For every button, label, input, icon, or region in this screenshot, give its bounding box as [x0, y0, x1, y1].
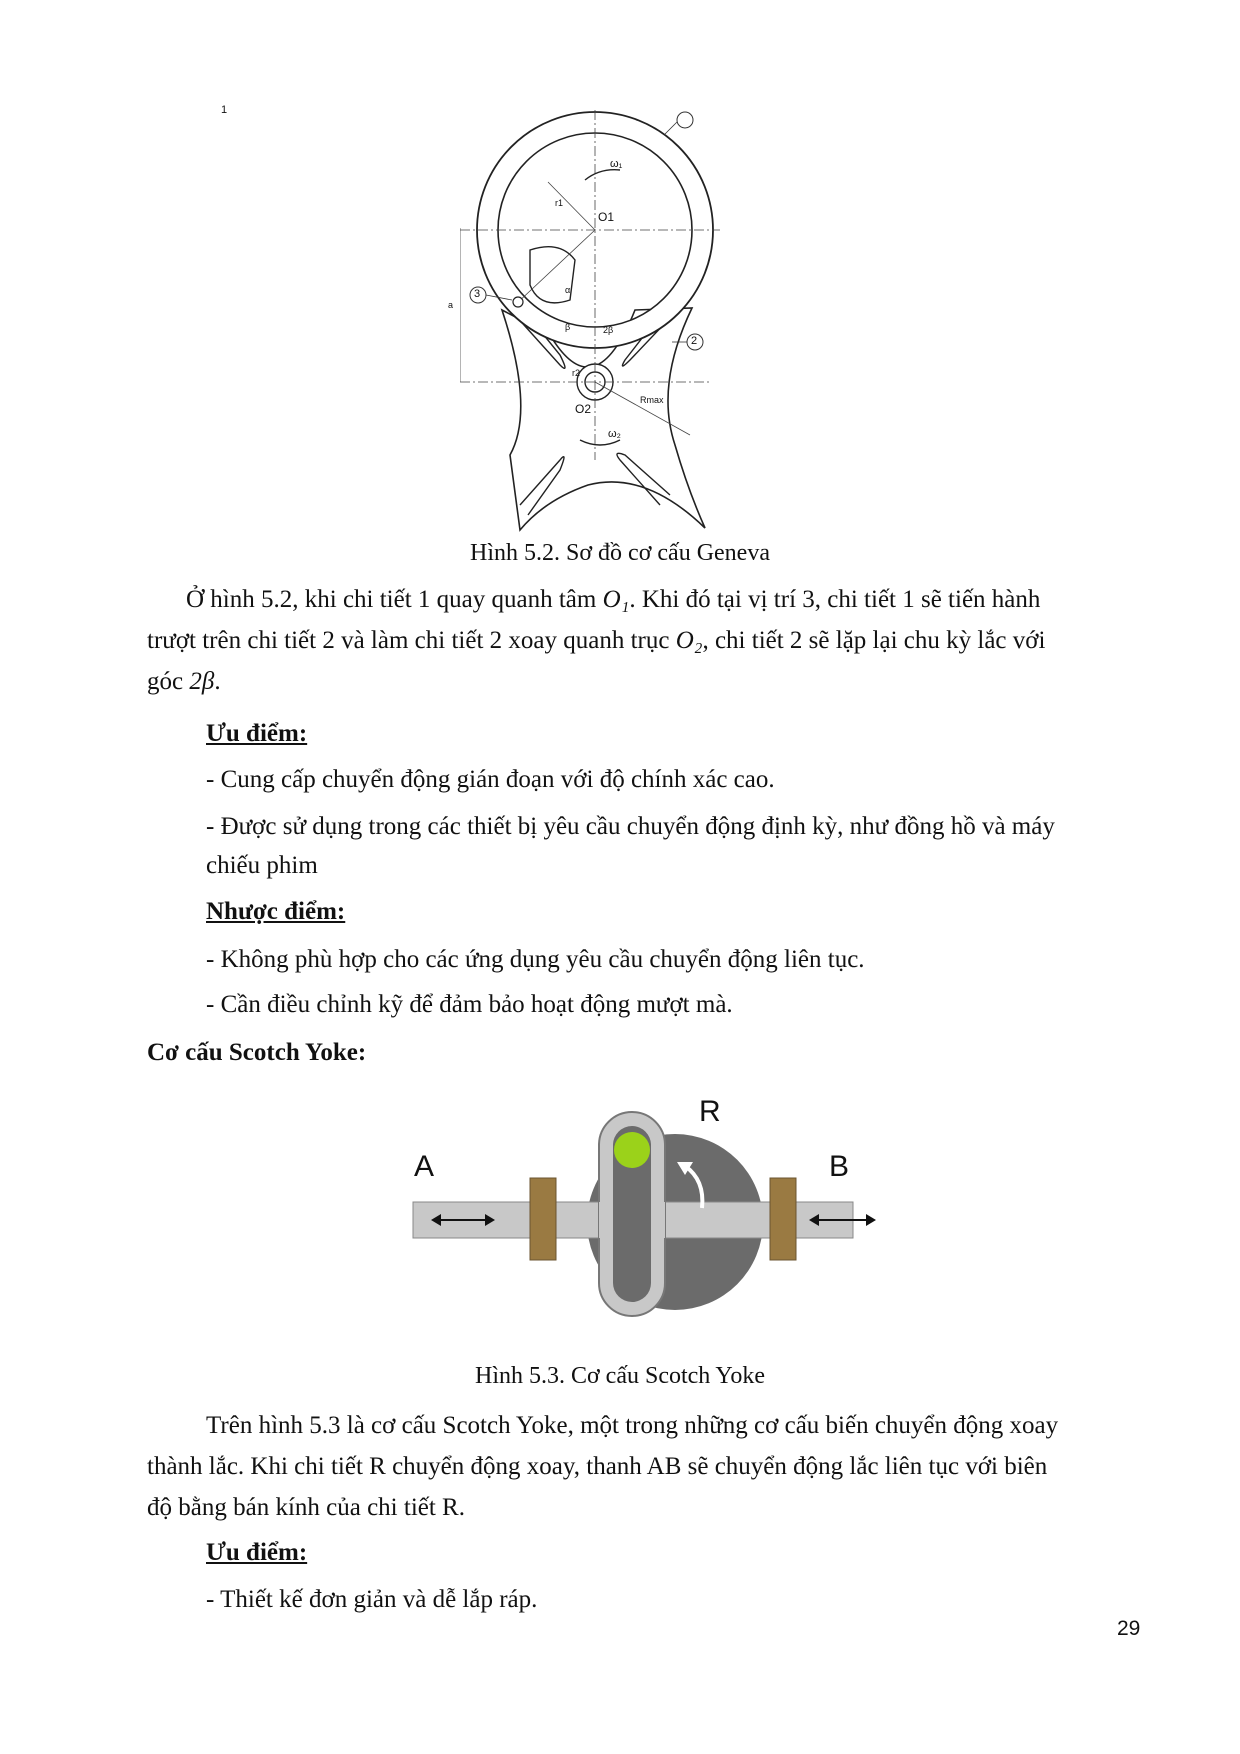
- label-alpha: α: [565, 285, 571, 295]
- label-part1: 1: [221, 104, 228, 116]
- para2-line1: Trên hình 5.3 là cơ cấu Scotch Yoke, một trong những cơ cấu biến chuyển động xoay: [206, 1412, 1059, 1439]
- label-r1: r1: [555, 198, 564, 208]
- geneva-pros-item2-line2: chiếu phim: [206, 852, 318, 879]
- scotch-yoke-heading: Cơ cấu Scotch Yoke:: [147, 1039, 367, 1066]
- label-b: B: [829, 1150, 850, 1183]
- label-a: a: [448, 300, 454, 310]
- label-a: A: [414, 1150, 435, 1183]
- geneva-pros-heading: Ưu điểm:: [206, 720, 308, 747]
- para1-line3: góc 2β.: [147, 668, 221, 695]
- label-r2: r2: [572, 368, 581, 378]
- scotch-yoke-diagram: [405, 1100, 895, 1340]
- geneva-pros-item2-line1: - Được sử dụng trong các thiết bị yêu cầu chuyển động định kỳ, như đồng hồ và máy: [206, 813, 1055, 840]
- para2-line2: thành lắc. Khi chi tiết R chuyển động xoay, thanh AB sẽ chuyển động lắc liên tục với biên: [147, 1453, 1048, 1480]
- para2-line3: độ bằng bán kính của chi tiết R.: [147, 1494, 465, 1521]
- geneva-cons-item1: - Không phù hợp cho các ứng dụng yêu cầu chuyển động liên tục.: [206, 946, 865, 973]
- guide-right: [770, 1178, 796, 1260]
- geneva-cons-heading: Nhược điểm:: [206, 898, 346, 925]
- crank-pin: [614, 1132, 650, 1168]
- figure-5-2-caption: Hình 5.2. Sơ đồ cơ cấu Geneva: [470, 540, 770, 566]
- figure-5-3-caption: Hình 5.3. Cơ cấu Scotch Yoke: [474, 1363, 765, 1389]
- label-part3: 3: [474, 288, 481, 300]
- label-o1: O1: [598, 210, 615, 224]
- label-o2: O2: [575, 402, 592, 416]
- label-omega1: ω₁: [610, 158, 623, 170]
- page-number: 29: [1117, 1617, 1141, 1640]
- label-two-beta: 2β: [603, 325, 614, 335]
- para1-line2: trượt trên chi tiết 2 và làm chi tiết 2 xoay quanh trục O₂, chi tiết 2 sẽ lặp lại chu kỳ lắc với: [147, 627, 1046, 654]
- geneva-pros-item1: - Cung cấp chuyển động gián đoạn với độ chính xác cao.: [206, 766, 775, 793]
- label-r: R: [699, 1095, 721, 1128]
- label-omega2: ω₂: [608, 428, 621, 440]
- guide-left: [530, 1178, 556, 1260]
- geneva-cons-item2: - Cần điều chỉnh kỹ để đảm bảo hoạt động mượt mà.: [206, 991, 733, 1018]
- para1-line1: Ở hình 5.2, khi chi tiết 1 quay quanh tâm O₁. Khi đó tại vị trí 3, chi tiết 1 sẽ tiến hành: [186, 586, 1041, 613]
- label-part2: 2: [691, 335, 698, 347]
- label-rmax: Rmax: [640, 395, 664, 405]
- label-beta: β: [565, 322, 571, 332]
- scotch-pros-heading: Ưu điểm:: [206, 1539, 308, 1566]
- scotch-pros-item1: - Thiết kế đơn giản và dễ lắp ráp.: [206, 1586, 538, 1613]
